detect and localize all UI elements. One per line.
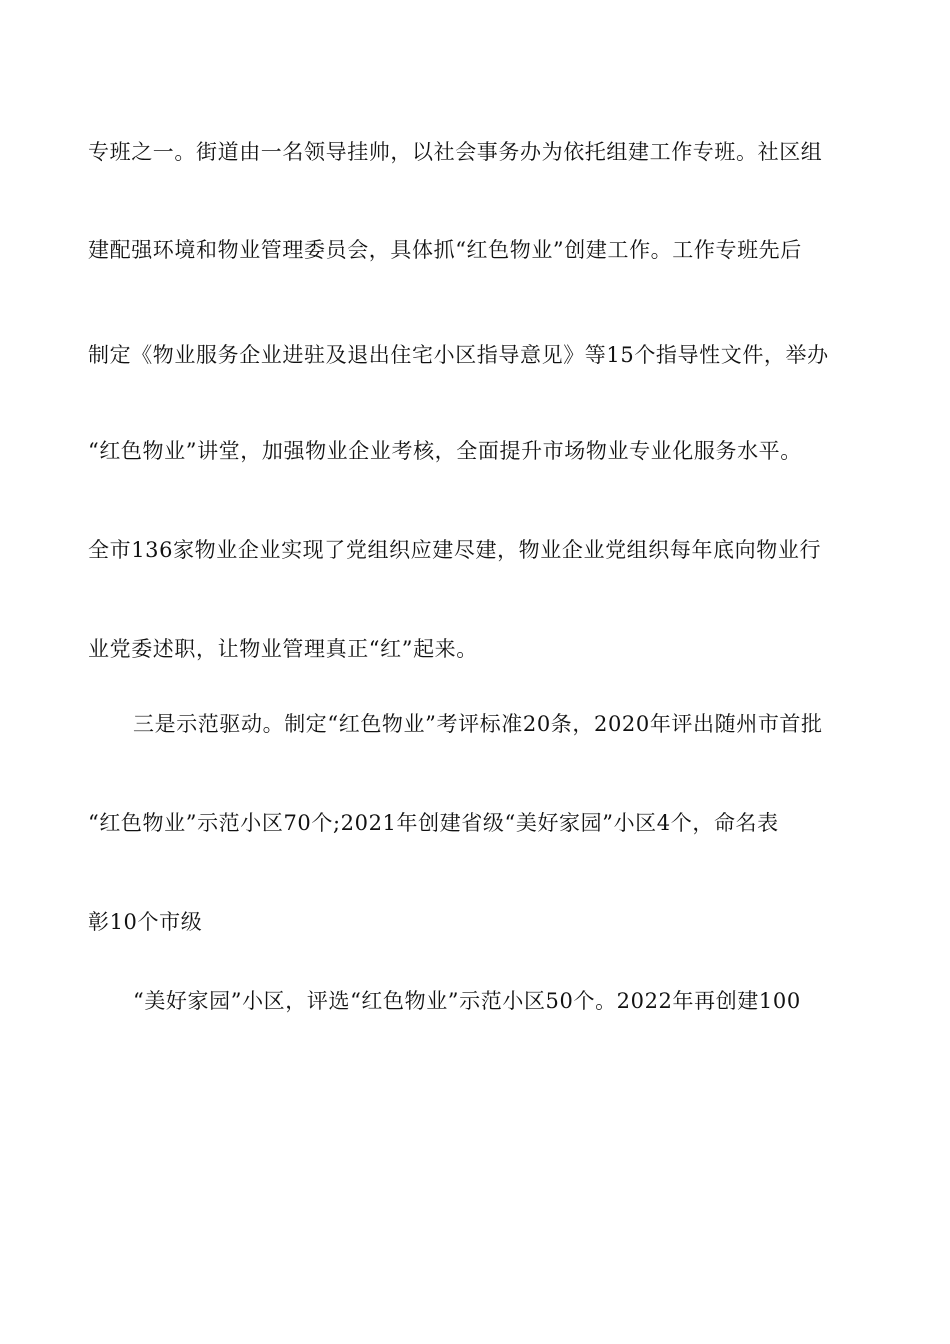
text-line-10: “美好家园”小区，评选“红色物业”示范小区50个。2022年再创建100 bbox=[133, 989, 801, 1013]
text-line-5: 全市136家物业企业实现了党组织应建尽建，物业企业党组织每年底向物业行 bbox=[88, 538, 822, 562]
text-line-7: 三是示范驱动。制定“红色物业”考评标准20条，2020年评出随州市首批 bbox=[133, 712, 823, 736]
text-line-6: 业党委述职，让物业管理真正“红”起来。 bbox=[88, 637, 478, 661]
text-line-8: “红色物业”示范小区70个;2021年创建省级“美好家园”小区4个，命名表 bbox=[88, 811, 779, 835]
text-line-9: 彰10个市级 bbox=[88, 910, 203, 934]
text-line-1: 专班之一。街道由一名领导挂帅，以社会事务办为依托组建工作专班。社区组 bbox=[88, 140, 823, 164]
text-line-2: 建配强环境和物业管理委员会，具体抓“红色物业”创建工作。工作专班先后 bbox=[88, 238, 802, 262]
text-line-4: “红色物业”讲堂，加强物业企业考核，全面提升市场物业专业化服务水平。 bbox=[88, 439, 802, 463]
text-line-3: 制定《物业服务企业进驻及退出住宅小区指导意见》等15个指导性文件，举办 bbox=[88, 343, 829, 367]
